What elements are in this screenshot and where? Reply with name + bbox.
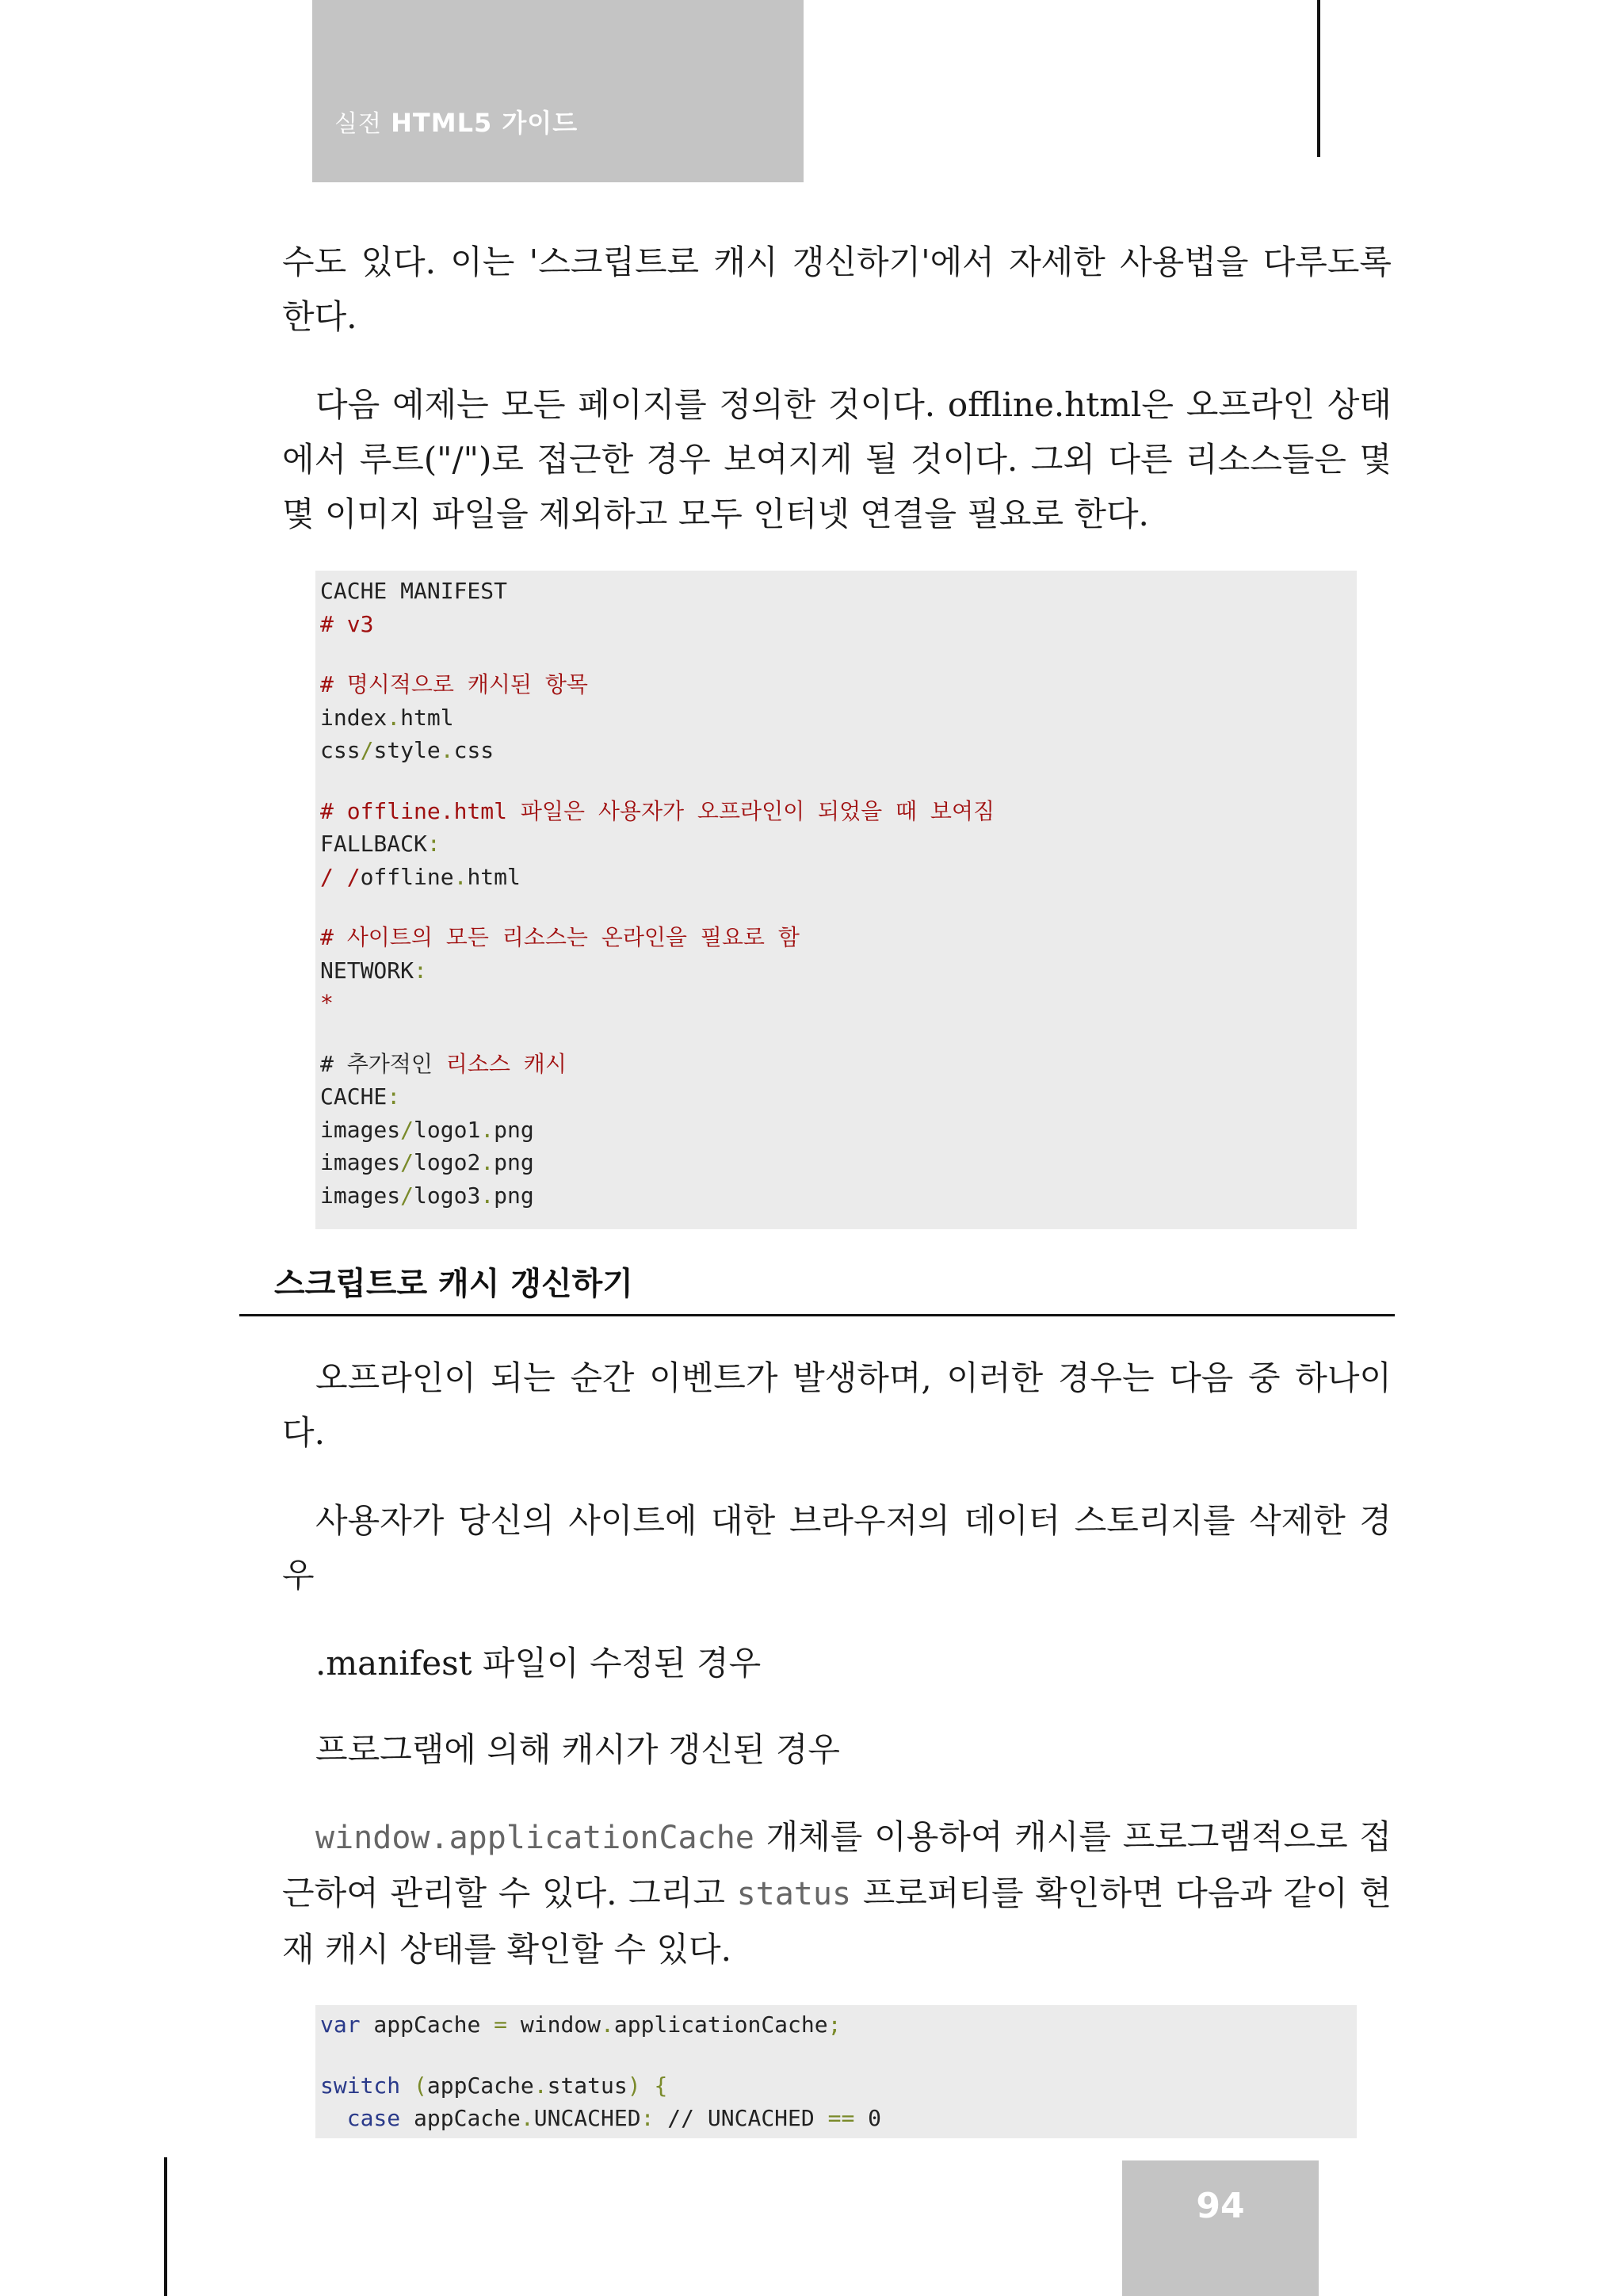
code-line: # 사이트의 모든 리소스는 온라인을 필요로 함 — [320, 924, 800, 950]
page-number: 94 — [1196, 2186, 1245, 2226]
code-line: case appCache.UNCACHED: // UNCACHED == 0 — [320, 2105, 882, 2131]
code-block-manifest — [315, 571, 1357, 1229]
paragraph-5: .manifest 파일이 수정된 경우 — [315, 1644, 762, 1683]
running-header-title — [334, 103, 578, 139]
code-line: CACHE: — [320, 1083, 401, 1110]
code-line: FALLBACK: — [320, 831, 441, 857]
series-title: HTML5 가이드 — [391, 108, 579, 138]
paragraph-7: window.applicationCache 개체를 이용하여 캐시를 프로그램적으로 접근하여 관리할 수 있다. 그리고 status 프로퍼티를 확인하면 다음과 같이 현재 캐시 상태를 확인할 수 있다. — [282, 1817, 1392, 1969]
code-line: var appCache = window.applicationCache; — [320, 2011, 842, 2038]
code-line: # v3 — [320, 610, 374, 637]
section-divider — [239, 1314, 1395, 1316]
page-number-tab — [1122, 2160, 1319, 2296]
section-heading: 스크립트로 캐시 갱신하기 — [274, 1266, 633, 1302]
code-line: css/style.css — [320, 737, 495, 763]
code-line: images/logo1.png — [320, 1116, 534, 1143]
code-line: NETWORK: — [320, 957, 427, 984]
paragraph-4: 사용자가 당신의 사이트에 대한 브라우저의 데이터 스토리지를 삭제한 경우 — [282, 1501, 1392, 1595]
series-prefix: 실전 — [334, 110, 382, 138]
code-line: # 추가적인 리소스 캐시 — [320, 1050, 567, 1077]
header-vertical-rule — [1317, 0, 1320, 157]
code-line: CACHE MANIFEST — [320, 578, 508, 604]
inline-code-status: status — [736, 1876, 852, 1912]
code-line: images/logo3.png — [320, 1182, 534, 1209]
code-block-appcache — [315, 2005, 1357, 2138]
code-line: / /offline.html — [320, 863, 521, 890]
paragraph-6: 프로그램에 의해 캐시가 갱신된 경우 — [315, 1730, 840, 1769]
code-line: # offline.html 파일은 사용자가 오프라인이 되었을 때 보여짐 — [320, 797, 995, 824]
footer-vertical-rule — [164, 2157, 167, 2296]
code-line: * — [320, 990, 334, 1016]
code-line: switch (appCache.status) { — [320, 2072, 668, 2099]
inline-code-appcache: window.applicationCache — [315, 1820, 754, 1856]
code-line: # 명시적으로 캐시된 항목 — [320, 671, 588, 697]
running-header — [312, 0, 804, 182]
code-line: images/logo2.png — [320, 1149, 534, 1175]
paragraph-2: 다음 예제는 모든 페이지를 정의한 것이다. offline.html은 오프라인 상태에서 루트("/")로 접근한 경우 보여지게 될 것이다. 그외 다른 리소스들은 몇몇 이미지 파일을 제외하고 모두 인터넷 연결을 필요로 한다. — [282, 385, 1392, 533]
code-line: index.html — [320, 704, 454, 731]
paragraph-1: 수도 있다. 이는 '스크립트로 캐시 갱신하기'에서 자세한 사용법을 다루도록 한다. — [282, 243, 1392, 336]
paragraph-3: 오프라인이 되는 순간 이벤트가 발생하며, 이러한 경우는 다음 중 하나이다. — [282, 1358, 1392, 1452]
